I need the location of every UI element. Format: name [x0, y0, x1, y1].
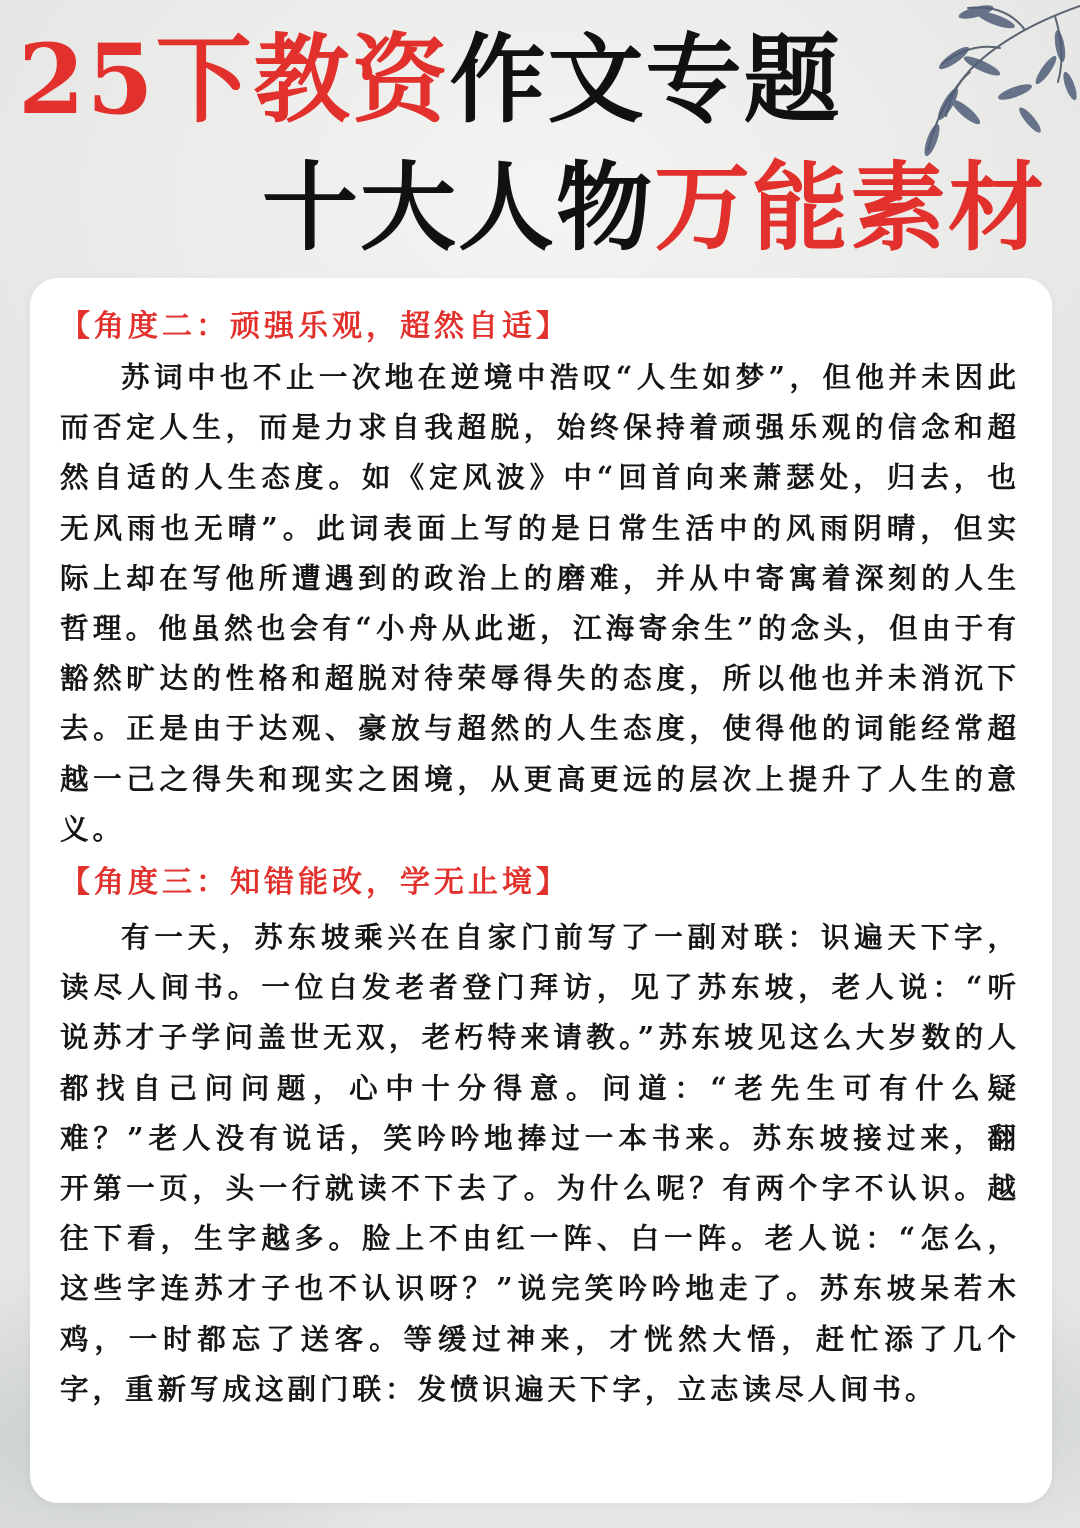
section-heading-angle-3: 【角度三：知错能改，学无止境】: [60, 865, 570, 901]
section-body-angle-3: 有一天，苏东坡乘兴在自家门前写了一副对联：识遍天下字，读尽人间书。一位白发老者登门拜访，见了苏东坡，老人说：“听说苏才子学问盖世无双，老朽特来请教。”苏东坡见这么大岁数的人都找自己问问题，心中十分得意。问道：“老先生可有什么疑难？”老人没有说话，笑吟吟地捧过一本书来。苏东坡接过来，翻开第一页，头一行就读不下去了。为什么呢？有两个字不认识。越往下看，生字越多。脸上不由红一阵、白一阵。老人说：“怎么，这些字连苏才子也不认识呀？”说完笑吟吟地走了。苏东坡呆若木鸡，一时都忘了送客。等缓过神来，才恍然大悟，赶忙添了几个字，重新写成这副门联：发愤识遍天下字，立志读尽人间书。: [60, 920, 1020, 1406]
title-line-2: [262, 151, 1046, 264]
title-line-2-black: 十大人物: [262, 151, 654, 264]
title-line-1-black: 作文专题: [449, 23, 842, 136]
title-line-1-red: 25下教资: [18, 23, 450, 136]
section-body-angle-2: 苏词中也不止一次地在逆境中浩叹“人生如梦”，但他并未因此而否定人生，而是力求自我超脱，始终保持着顽强乐观的信念和超然自适的人生态度。如《定风波》中“回首向来萧瑟处，归去，也无风雨也无晴”。此词表面上写的是日常生活中的风雨阴晴，但实际上却在写他所遭遇到的政治上的磨难，并从中寄寓着深刻的人生哲理。他虽然也会有“小舟从此逝，江海寄余生”的念头，但由于有豁然旷达的性格和超脱对待荣辱得失的态度，所以他也并未消沉下去。正是由于达观、豪放与超然的人生态度，使得他的词能经常超越一己之得失和现实之困境，从更高更远的层次上提升了人生的意义。: [60, 360, 1020, 846]
content-card-inner: [30, 278, 1052, 1414]
title-line-2-red: 万能素材: [654, 151, 1046, 264]
section-heading-angle-2: 【角度二：顽强乐观，超然自适】: [60, 309, 570, 344]
title-line-1: [18, 23, 842, 136]
content-card: [30, 278, 1052, 1503]
